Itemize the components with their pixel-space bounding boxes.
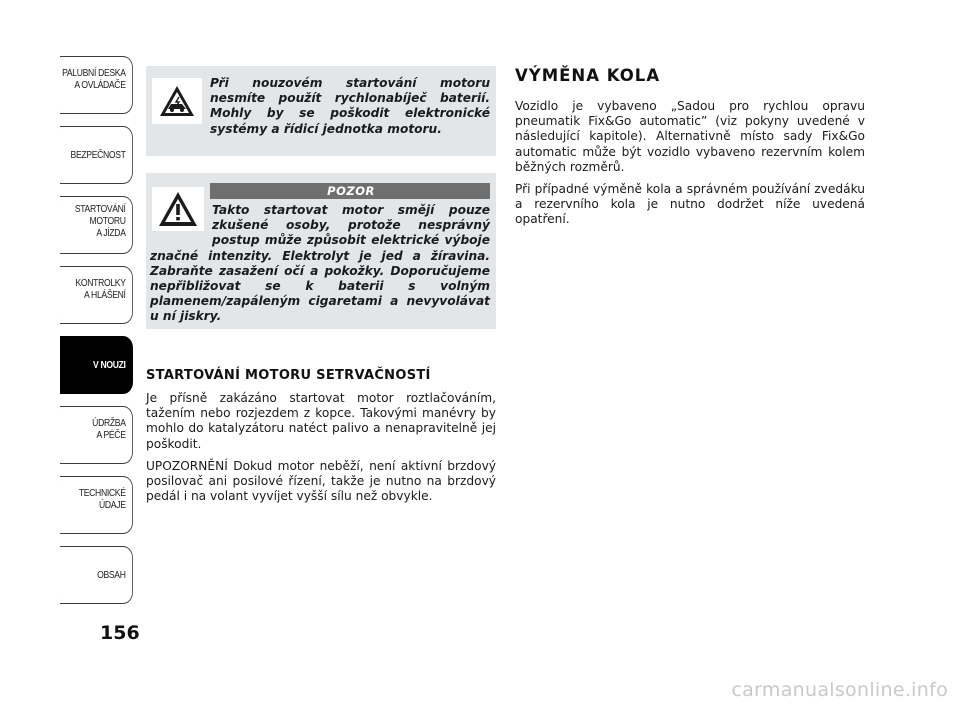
tab-startovani[interactable]: STARTOVÁNÍ MOTORU A JÍZDA	[60, 196, 133, 254]
chapter-tabs	[44, 56, 133, 616]
tab-v-nouzi[interactable]: V NOUZI	[60, 336, 133, 394]
warning-text: Takto startovat motor smějí pouze zkušené osoby, protože nesprávný postup může způsobit elektrické výboje značné intenzity. Elektrolyt je jed a žíravina. Zabraňte zasažení očí a pokožky. Doporučujeme nepřibližovat se k baterii s volným plamenem/zapáleným cigaretami a nevyvolávat u ní jiskry.	[150, 203, 490, 324]
tab-udrzba[interactable]: ÚDRŽBA A PÉČE	[60, 406, 133, 464]
tab-palubni-deska[interactable]: PALUBNÍ DESKA A OVLÁDAČE	[60, 56, 133, 114]
car-battery-charging-icon	[152, 78, 202, 124]
warning-triangle-icon	[152, 187, 204, 231]
paragraph: Při případné výměně kola a správném používání zvedáku a rezervního kola je nutno dodržet níže uvedená opatření.	[515, 182, 865, 227]
tab-bezpecnost[interactable]: BEZPEČNOST	[60, 126, 133, 184]
info-note	[146, 66, 496, 156]
page-number: 156	[100, 622, 140, 644]
paragraph: UPOZORNĚNÍ Dokud motor neběží, není aktivní brzdový posilovač ani posilové řízení, takže je nutno na brzdový pedál i na volant vyvíjet vyšší sílu než obvykle.	[146, 458, 496, 504]
warning-title: POZOR	[210, 183, 490, 199]
section-heading: STARTOVÁNÍ MOTORU SETRVAČNOSTÍ	[146, 368, 431, 383]
section-title: VÝMĚNA KOLA	[515, 66, 661, 85]
tab-obsah[interactable]: OBSAH	[60, 546, 133, 604]
left-section	[146, 368, 496, 511]
watermark: carmanualsonline.info	[731, 679, 948, 701]
right-section	[515, 66, 865, 235]
warning-note	[146, 173, 496, 329]
paragraph: Je přísně zakázáno startovat motor roztlačováním, tažením nebo rozjezdem z kopce. Takovými manévry by mohlo do katalyzátoru natéct palivo a nenapravitelně jej poškodit.	[146, 391, 496, 451]
note-text: Při nouzovém startování motoru nesmíte použít rychlonabíječ baterií. Mohly by se poškodit elektronické systémy a řídicí jednotka motoru.	[210, 76, 490, 136]
paragraph: Vozidlo je vybaveno „Sadou pro rychlou opravu pneumatik Fix&Go automatic” (viz pokyny uvedené v následující kapitole). Alternativně místo sady Fix&Go automatic může být vozidlo vybaveno rezervním kolem běžných rozměrů.	[515, 99, 865, 174]
tab-kontrolky[interactable]: KONTROLKY A HLÁŠENÍ	[60, 266, 133, 324]
tab-technicke-udaje[interactable]: TECHNICKÉ ÚDAJE	[60, 476, 133, 534]
